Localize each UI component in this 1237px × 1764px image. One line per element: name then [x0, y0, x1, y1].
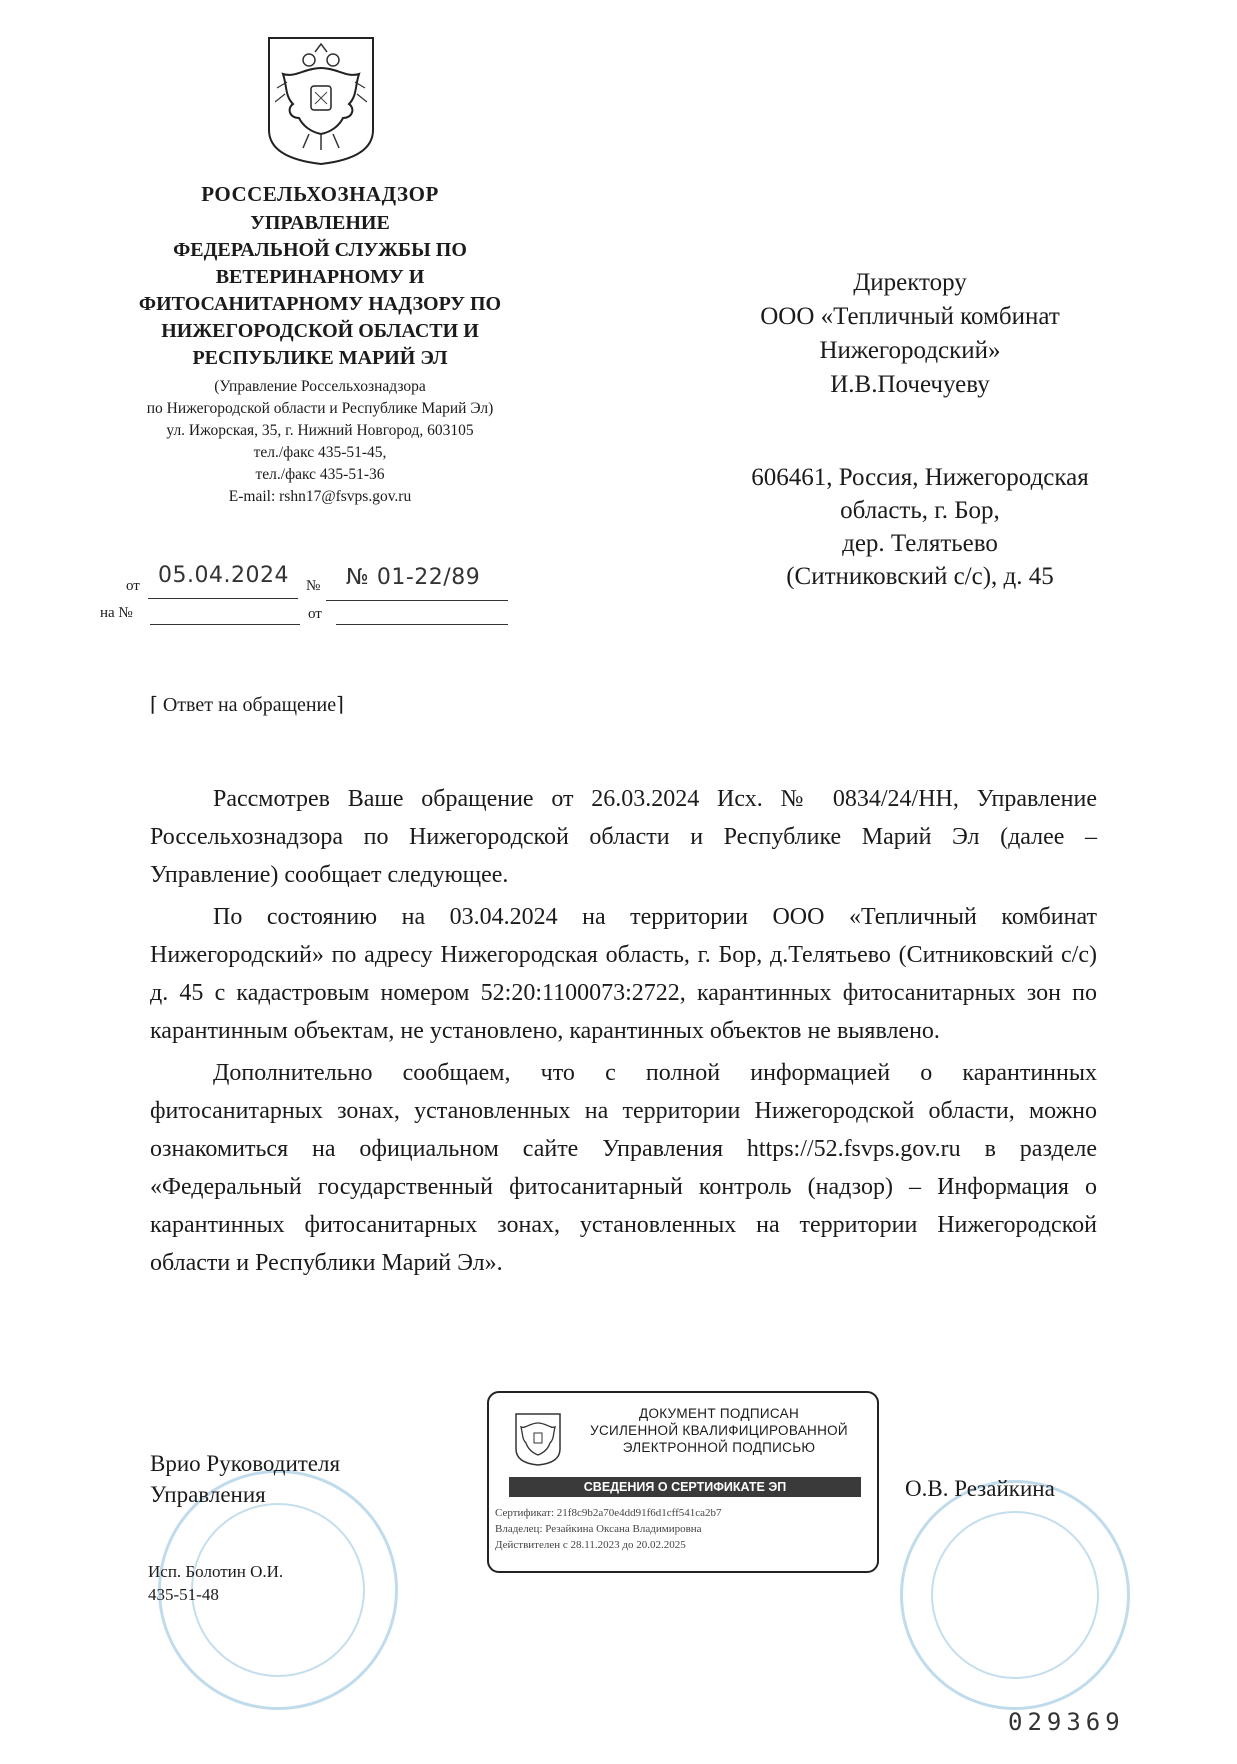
- body-paragraph-3: Дополнительно сообщаем, что с полной информацией о карантинных фитосанитарных зонах, установленных на территории Нижегородской области, можно ознакомиться на официальном сайте Управления https://52.fsvps.gov.ru в разделе «Федеральный государственный фитосанитарный контроль (надзор) – Информация о карантинных фитосанитарных зонах, установленных на территории Нижегородской области и Республики Марий Эл».: [150, 1060, 1097, 1276]
- reference-date-label: от: [308, 606, 322, 622]
- number-label: №: [306, 578, 321, 594]
- recipient-address: 606461, Россия, Нижегородская область, г. Бор, дер. Телятьево (Ситниковский с/с), д. 45: [751, 464, 1089, 590]
- official-seal-right-inner-ring: [931, 1511, 1099, 1679]
- official-seal-right: [900, 1480, 1130, 1710]
- esignature-title: ДОКУМЕНТ ПОДПИСАН УСИЛЕННОЙ КВАЛИФИЦИРОВАННОЙ ЭЛЕКТРОННОЙ ПОДПИСЬЮ: [590, 1406, 848, 1455]
- department-name: УПРАВЛЕНИЕ ФЕДЕРАЛЬНОЙ СЛУЖБЫ ПО ВЕТЕРИНАРНОМУ И ФИТОСАНИТАРНОМУ НАДЗОРУ ПО НИЖЕГОРОДСКОЙ ОБЛАСТИ И РЕСПУБЛИКЕ МАРИЙ ЭЛ: [138, 212, 502, 369]
- recipient-position: Директору: [853, 269, 967, 296]
- number-value: № 01-22/89: [346, 565, 481, 590]
- short-name-line2: по Нижегородской области и Республике Марий Эл): [146, 400, 494, 417]
- number-underline: [326, 600, 508, 601]
- executor-name: Исп. Болотин О.И.: [148, 1562, 284, 1581]
- signer-name: О.В. Резайкина: [905, 1476, 1055, 1501]
- letter-body: [150, 780, 1097, 1282]
- signer-position: Врио Руководителя Управления: [150, 1451, 341, 1507]
- coat-of-arms-emblem: [265, 34, 377, 166]
- subject-text: Ответ на обращение: [162, 694, 337, 716]
- subject-bracket-open: ⌈: [150, 694, 163, 716]
- short-name-line1: (Управление Россельхознадзора: [214, 378, 426, 395]
- recipient-block: [680, 266, 1140, 402]
- agency-name: РОССЕЛЬХОЗНАДЗОР: [201, 182, 439, 206]
- recipient-company-line2: Нижегородский»: [819, 337, 1001, 364]
- org-email: E-mail: rshn17@fsvps.gov.ru: [228, 488, 412, 505]
- org-address: ул. Ижорская, 35, г. Нижний Новгород, 603105: [166, 422, 474, 439]
- body-paragraph-2: По состоянию на 03.04.2024 на территории ООО «Тепличный комбинат Нижегородский» по адресу Нижегородская область, г. Бор, д.Телятьево (Ситниковский с/с) д. 45 с кадастровым номером 52:20:1100073:2722, карантинных фитосанитарных зон по карантинным объектам, не установлено, карантинных объектов не выявлено.: [150, 904, 1097, 1044]
- organization-header: [80, 180, 560, 508]
- certificate-owner: Владелец: Резайкина Оксана Владимировна: [495, 1523, 702, 1535]
- electronic-signature-stamp: [487, 1391, 879, 1573]
- org-phone-2: тел./факс 435-51-36: [255, 466, 385, 483]
- recipient-name: И.В.Почечуеву: [830, 371, 990, 398]
- subject-bracket-close: ⌉: [336, 694, 344, 716]
- certificate-validity: Действителен с 28.11.2023 до 20.02.2025: [495, 1539, 686, 1551]
- reference-underline: [150, 624, 300, 625]
- subject-line: [150, 692, 344, 717]
- reference-label: на №: [100, 605, 133, 621]
- date-label: от: [126, 578, 140, 594]
- date-value: 05.04.2024: [158, 563, 289, 588]
- reference-date-underline: [336, 624, 508, 625]
- certificate-id: Сертификат: 21f8c9b2a70e4dd91f6d1cff541ca2b7: [495, 1507, 722, 1519]
- document-serial-number: 029369: [1008, 1708, 1125, 1736]
- recipient-company-line1: ООО «Тепличный комбинат: [760, 303, 1060, 330]
- executor-phone: 435-51-48: [148, 1585, 219, 1604]
- emblem-icon: [513, 1411, 563, 1467]
- org-phone-1: тел./факс 435-51-45,: [253, 444, 387, 461]
- date-underline: [148, 598, 298, 599]
- body-paragraph-1: Рассмотрев Ваше обращение от 26.03.2024 Исх. № 0834/24/НН, Управление Россельхознадзора по Нижегородской области и Республике Марий Эл (далее – Управление) сообщает следующее.: [150, 786, 1097, 888]
- certificate-info-bar: СВЕДЕНИЯ О СЕРТИФИКАТЕ ЭП: [509, 1477, 861, 1497]
- executor-info: [148, 1560, 283, 1606]
